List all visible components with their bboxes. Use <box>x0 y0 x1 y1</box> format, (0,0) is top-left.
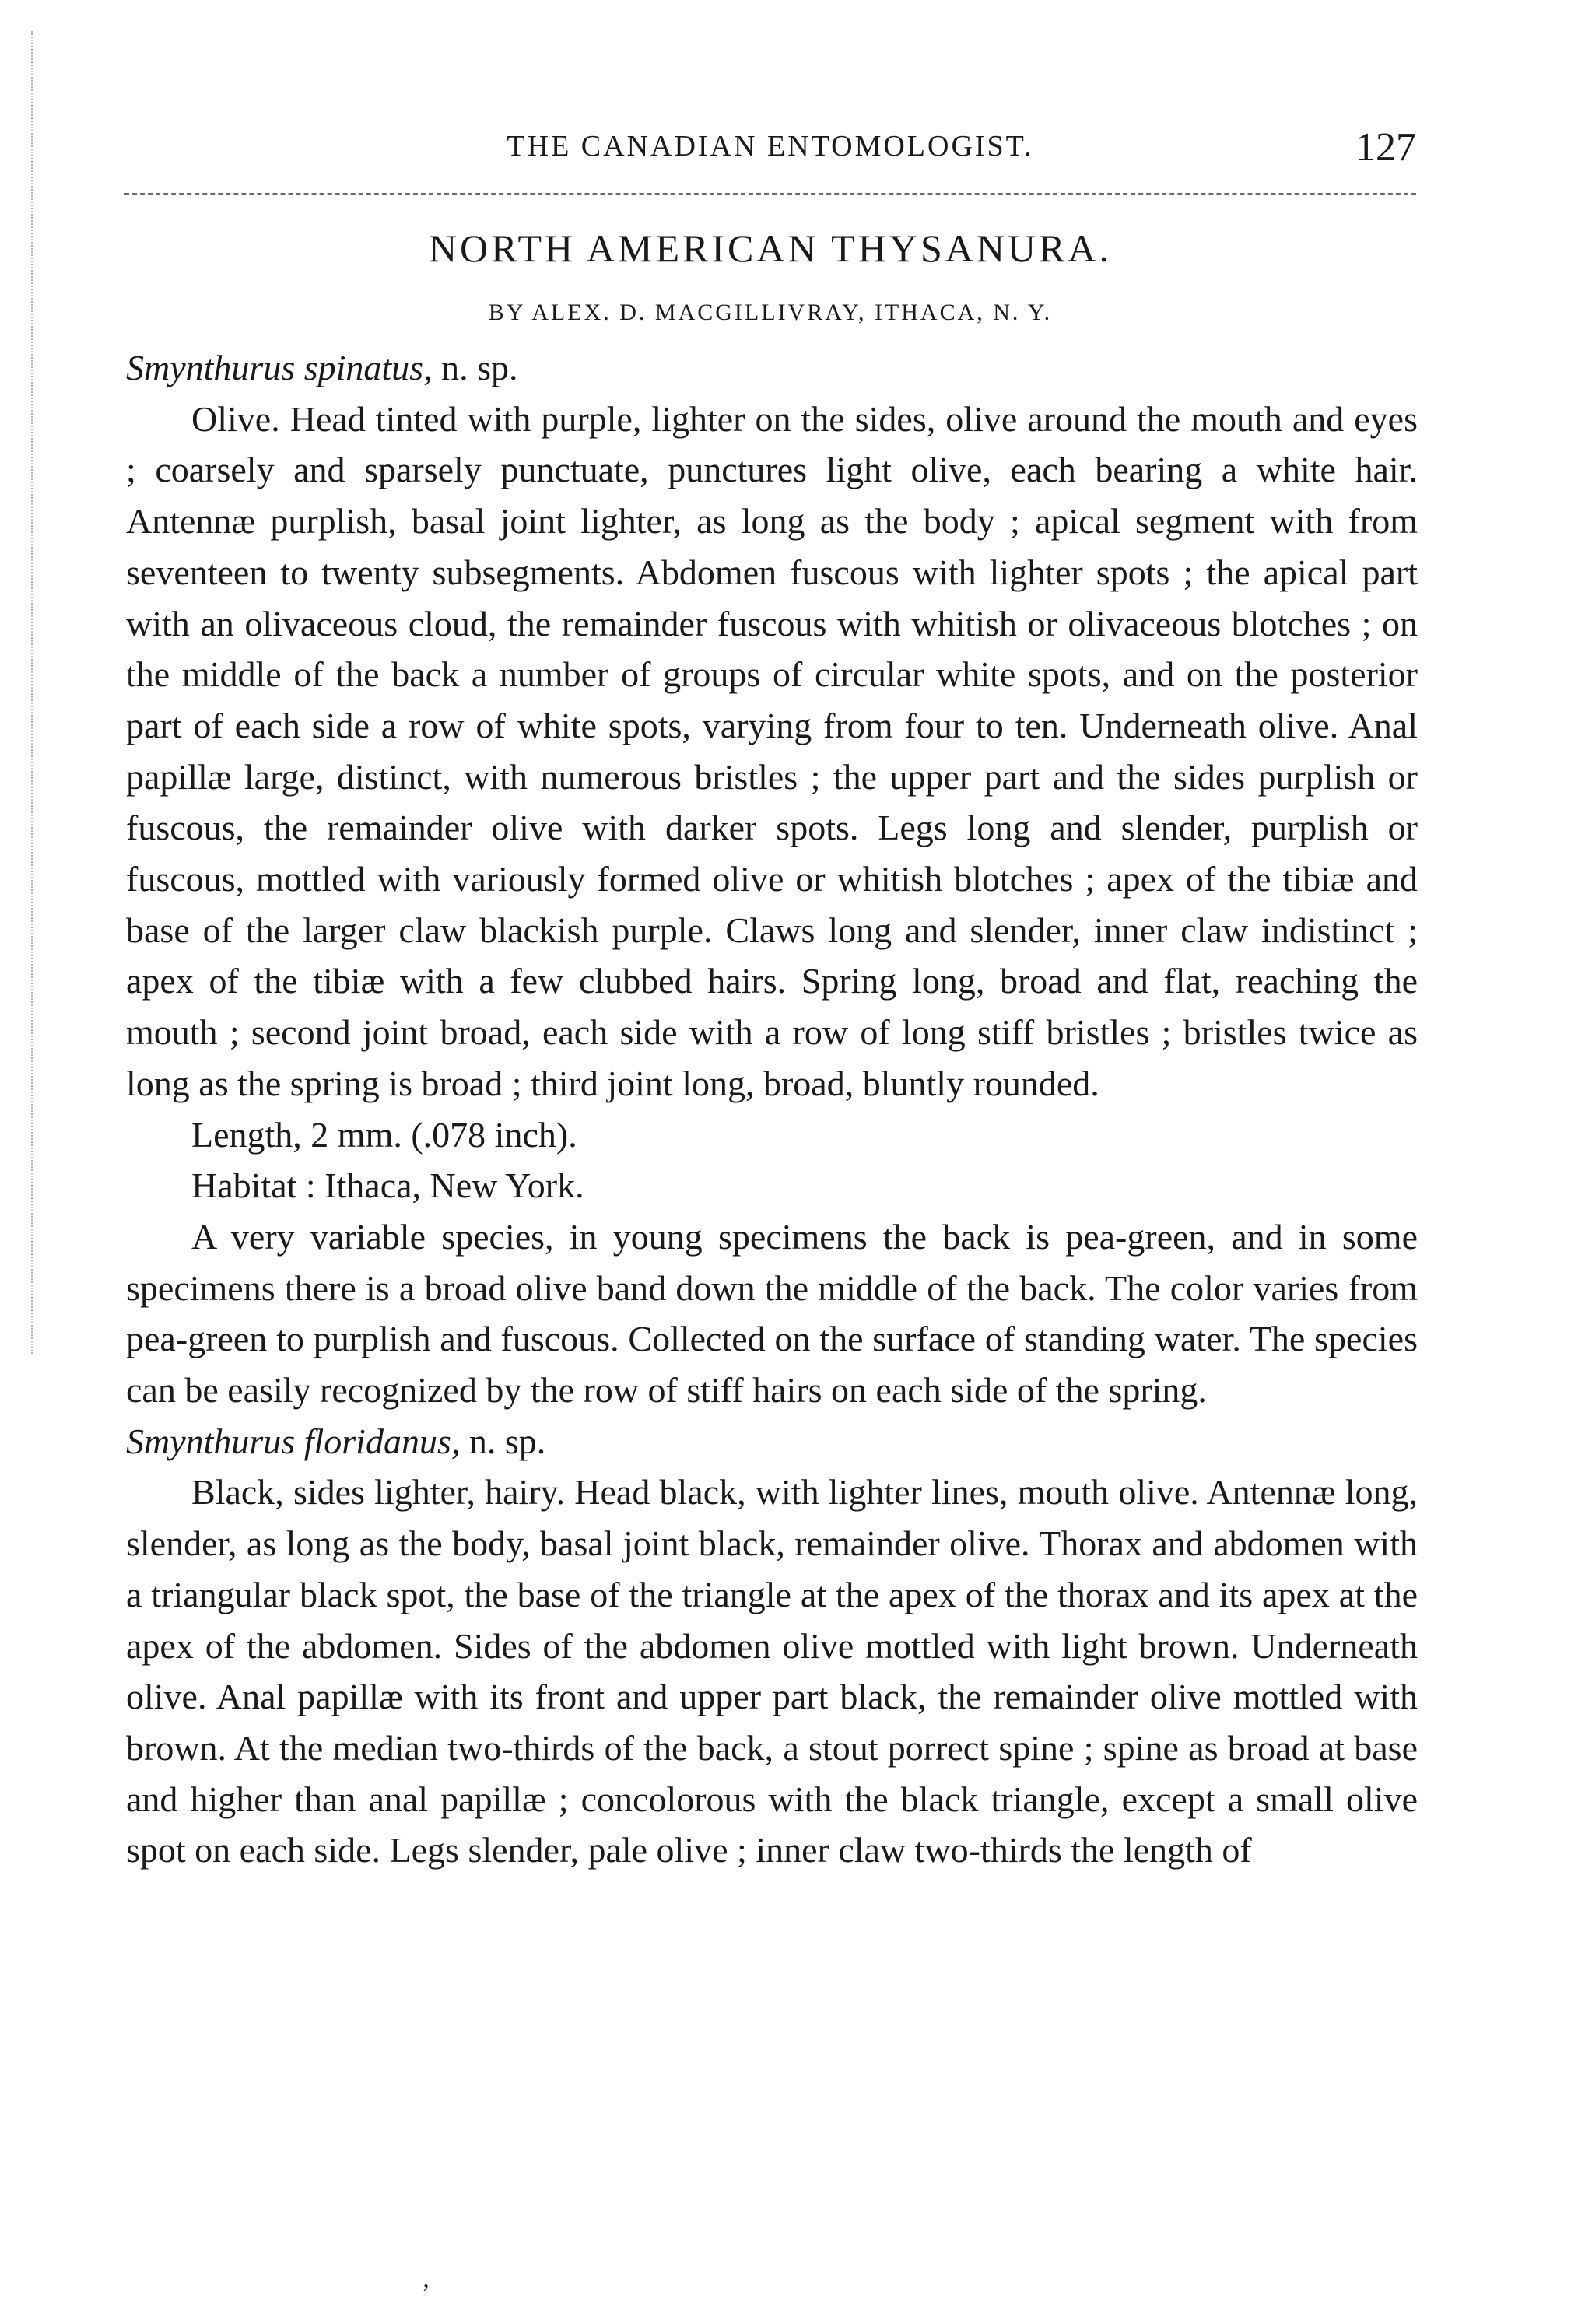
page-number: 127 <box>1355 125 1416 170</box>
species-heading-2 <box>126 1416 1418 1467</box>
species-remarks-1: A very variable species, in young specimens the back is pea-green, and in some specimens there is a broad olive band down the middle of the back. The color varies from pea-green to purplish and fuscous. Collected on the surface of standing water. The species can be easily recognized by the row of stiff hairs on each side of the spring. <box>126 1216 1418 1411</box>
species-length-1: Length, 2 mm. (.078 inch). <box>191 1114 577 1155</box>
species-name-1: Smynthurus spinatus, <box>126 348 433 387</box>
species-heading-1 <box>126 342 1418 394</box>
species-status-1: n. sp. <box>432 348 518 387</box>
journal-title: THE CANADIAN ENTOMOLOGIST. <box>507 130 1034 163</box>
article-title: NORTH AMERICAN THYSANURA. <box>428 226 1113 270</box>
species-description-2: Black, sides lighter, hairy. Head black, with lighter lines, mouth olive. Antennæ long, slender, as long as the body, basal joint black, remainder olive. Thorax and abdomen with a triangular black spot, the base of the triangle at the apex of the thorax and its apex at the apex of the abdomen. Sides of the abdomen olive mottled with light brown. Underneath olive. Anal papillæ with its front and upper part black, the remainder olive mottled with brown. At the median two-thirds of the back, a stout porrect spine ; spine as broad at base and higher than anal papillæ ; concolorous with the black triangle, except a small olive spot on each side. Legs slender, pale olive ; inner claw two-thirds the length of <box>126 1472 1418 1870</box>
species-habitat-1: Habitat : Ithaca, New York. <box>191 1166 584 1206</box>
header-rule <box>124 193 1416 195</box>
article-body <box>126 342 1418 1876</box>
binding-margin-marks <box>31 31 48 1354</box>
species-status-2: n. sp. <box>460 1421 546 1461</box>
species-description-1: Olive. Head tinted with purple, lighter on the sides, olive around the mouth and eyes ; coarsely and sparsely punctuate, punctures light olive, each bearing a white hair. Antennæ purplish, basal joint lighter, as long as the body ; apical segment with from seventeen to twenty subsegments. Abdomen fuscous with lighter spots ; the apical part with an olivaceous cloud, the remainder fuscous with whitish or olivaceous blotches ; on the middle of the back a number of groups of circular white spots, and on the posterior part of each side a row of white spots, varying from four to ten. Underneath olive. Anal papillæ large, distinct, with numerous bristles ; the upper part and the sides purplish or fuscous, the remainder olive with darker spots. Legs long and slender, purplish or fuscous, mottled with variously formed olive or whitish blotches ; apex of the tibiæ and base of the larger claw blackish purple. Claws long and slender, inner claw indistinct ; apex of the tibiæ with a few clubbed hairs. Spring long, broad and flat, reaching the mouth ; second joint broad, each side with a row of long stiff bristles ; bristles twice as long as the spring is broad ; third joint long, broad, bluntly rounded. <box>126 398 1418 1103</box>
article-byline: BY ALEX. D. MACGILLIVRAY, ITHACA, N. Y. <box>488 300 1053 325</box>
running-head <box>124 124 1416 171</box>
species-name-2: Smynthurus floridanus, <box>126 1421 461 1461</box>
stray-print-mark: ’ <box>422 2278 430 2306</box>
